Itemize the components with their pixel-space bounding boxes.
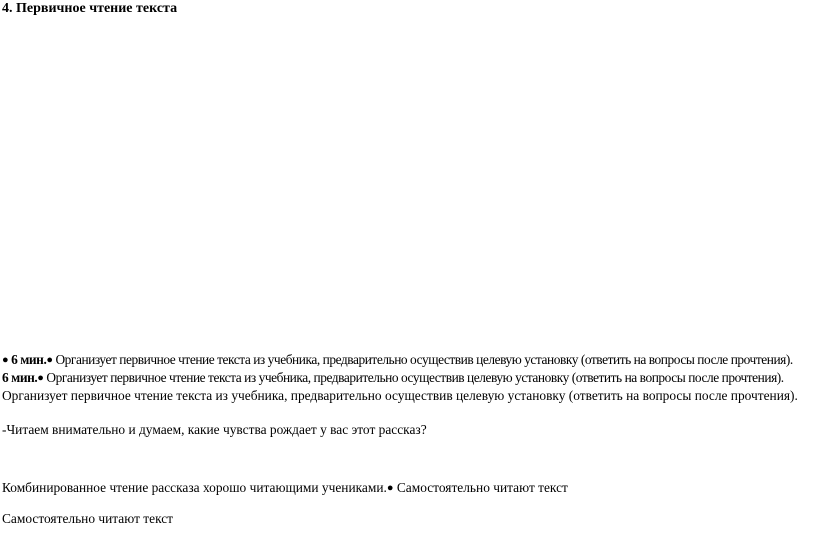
text-line-3: Организует первичное чтение текста из учебника, предварительно осуществив целевую установку (ответить на вопросы после прочтения). xyxy=(2,388,798,403)
text-line-1-body: Организует первичное чтение текста из учебника, предварительно осуществив целевую установку (ответить на вопросы после прочтения). xyxy=(52,352,793,367)
time-label: 6 мин. xyxy=(8,352,47,367)
text-line-5 xyxy=(2,480,568,496)
time-label: 6 мин. xyxy=(2,370,38,385)
bullet-icon: ● xyxy=(386,482,394,494)
section-heading: 4. Первичное чтение текста xyxy=(2,1,178,16)
question-line: -Читаем внимательно и думаем, какие чувства рождает у вас этот рассказ? xyxy=(2,422,427,437)
text-line-2 xyxy=(2,370,784,386)
text-line-5-body: Комбинированное чтение рассказа хорошо читающими учениками. xyxy=(2,480,387,495)
bullet-icon: ● xyxy=(46,354,53,366)
text-line-1 xyxy=(2,352,793,368)
bullet-icon: ● xyxy=(2,354,9,366)
text-line-2-body: Организует первичное чтение текста из учебника, предварительно осуществив целевую установку (ответить на вопросы после прочтения). xyxy=(43,370,784,385)
text-line-6: Самостоятельно читают текст xyxy=(2,511,174,526)
bullet-icon: ● xyxy=(37,372,44,384)
text-line-5-tail: Самостоятельно читают текст xyxy=(393,480,568,495)
